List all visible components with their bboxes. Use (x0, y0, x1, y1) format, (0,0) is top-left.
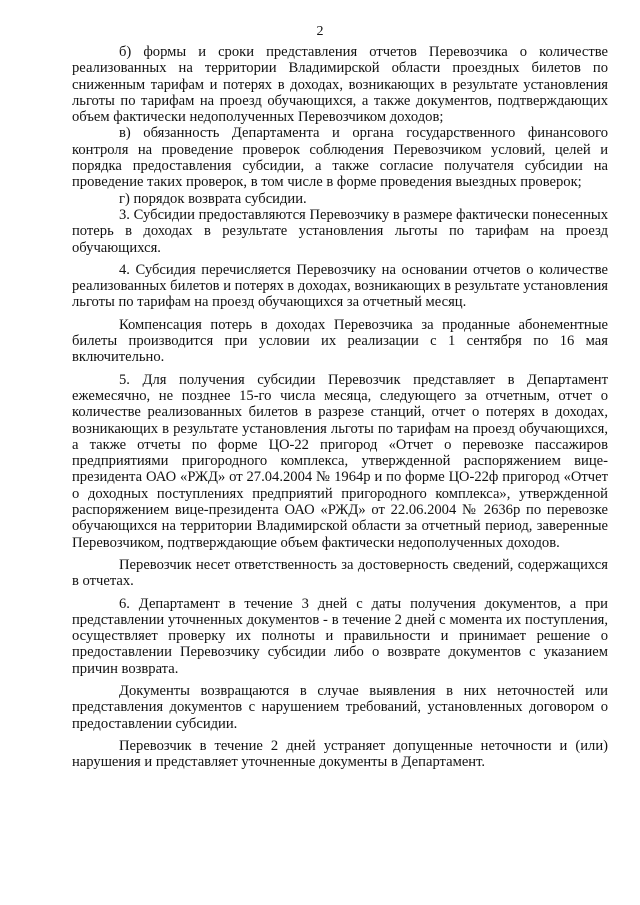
paragraph-b: б) формы и сроки представления отчетов Перевозчика о количестве реализованных на территории Владимирской области проездных билетов по сниженным тарифам и потерях в доходах, возникающих в результате установления льготы по тарифам на проезд обучающихся, а также документов, подтверждающих объем фактически недополученных Перевозчиком доходов; (72, 44, 608, 126)
document-body (72, 44, 608, 770)
paragraph-4: 4. Субсидия перечисляется Перевозчику на основании отчетов о количестве реализованных билетов и потерях в доходах, возникающих в результате установления льготы по тарифам на проезд обучающихся за отчетный месяц. (72, 261, 608, 311)
paragraph-compensation: Компенсация потерь в доходах Перевозчика за проданные абонементные билеты производится при условии их реализации с 1 сентября по 16 мая включительно. (72, 316, 608, 366)
paragraph-correction: Перевозчик в течение 2 дней устраняет допущенные неточности и (или) нарушения и представляет уточненные документы в Департамент. (72, 737, 608, 771)
paragraph-return: Документы возвращаются в случае выявления в них неточностей или представления документов с нарушением требований, установленных договором о предоставлении субсидии. (72, 682, 608, 732)
paragraph-5: 5. Для получения субсидии Перевозчик представляет в Департамент ежемесячно, не позднее 15-го числа месяца, следующего за отчетным, отчет о количестве реализованных билетов в разрезе станций, отчет о потерях в доходах, возникающих в результате установления льготы по тарифам на проезд обучающихся, а также отчеты по форме ЦО-22 пригород «Отчет о перевозке пассажиров предприятиями пригородного комплекса, утвержденной распоряжением вице-президента ОАО «РЖД» от 27.04.2004 № 1964р и по форме ЦО-22ф пригород «Отчет о доходных поступлениях предприятий пригородного комплекса», утвержденной распоряжением вице-президента ОАО «РЖД» от 22.06.2004 № 2636р по перевозке обучающихся на территории Владимирской области за отчетный период, заверенные Перевозчиком, подтверждающие объем фактически недополученных доходов. (72, 371, 608, 551)
paragraph-6: 6. Департамент в течение 3 дней с даты получения документов, а при представлении уточненных документов - в течение 2 дней с момента их поступления, осуществляет проверку их полноты и правильности и принимает решение о предоставлении Перевозчику субсидии либо о возврате документов с указанием причин возврата. (72, 595, 608, 677)
paragraph-g: г) порядок возврата субсидии. (119, 190, 307, 207)
page-number: 2 (316, 24, 324, 39)
paragraph-3: 3. Субсидии предоставляются Перевозчику в размере фактически понесенных потерь в доходах в результате установления льготы по тарифам на проезд обучающихся. (72, 206, 608, 256)
paragraph-responsibility: Перевозчик несет ответственность за достоверность сведений, содержащихся в отчетах. (72, 556, 608, 590)
paragraph-v: в) обязанность Департамента и органа государственного финансового контроля на проведение проверок соблюдения Перевозчиком условий, целей и порядка предоставления субсидии, а также согласие получателя субсидии на проведение таких проверок, в том числе в форме проведения выездных проверок; (72, 125, 608, 191)
